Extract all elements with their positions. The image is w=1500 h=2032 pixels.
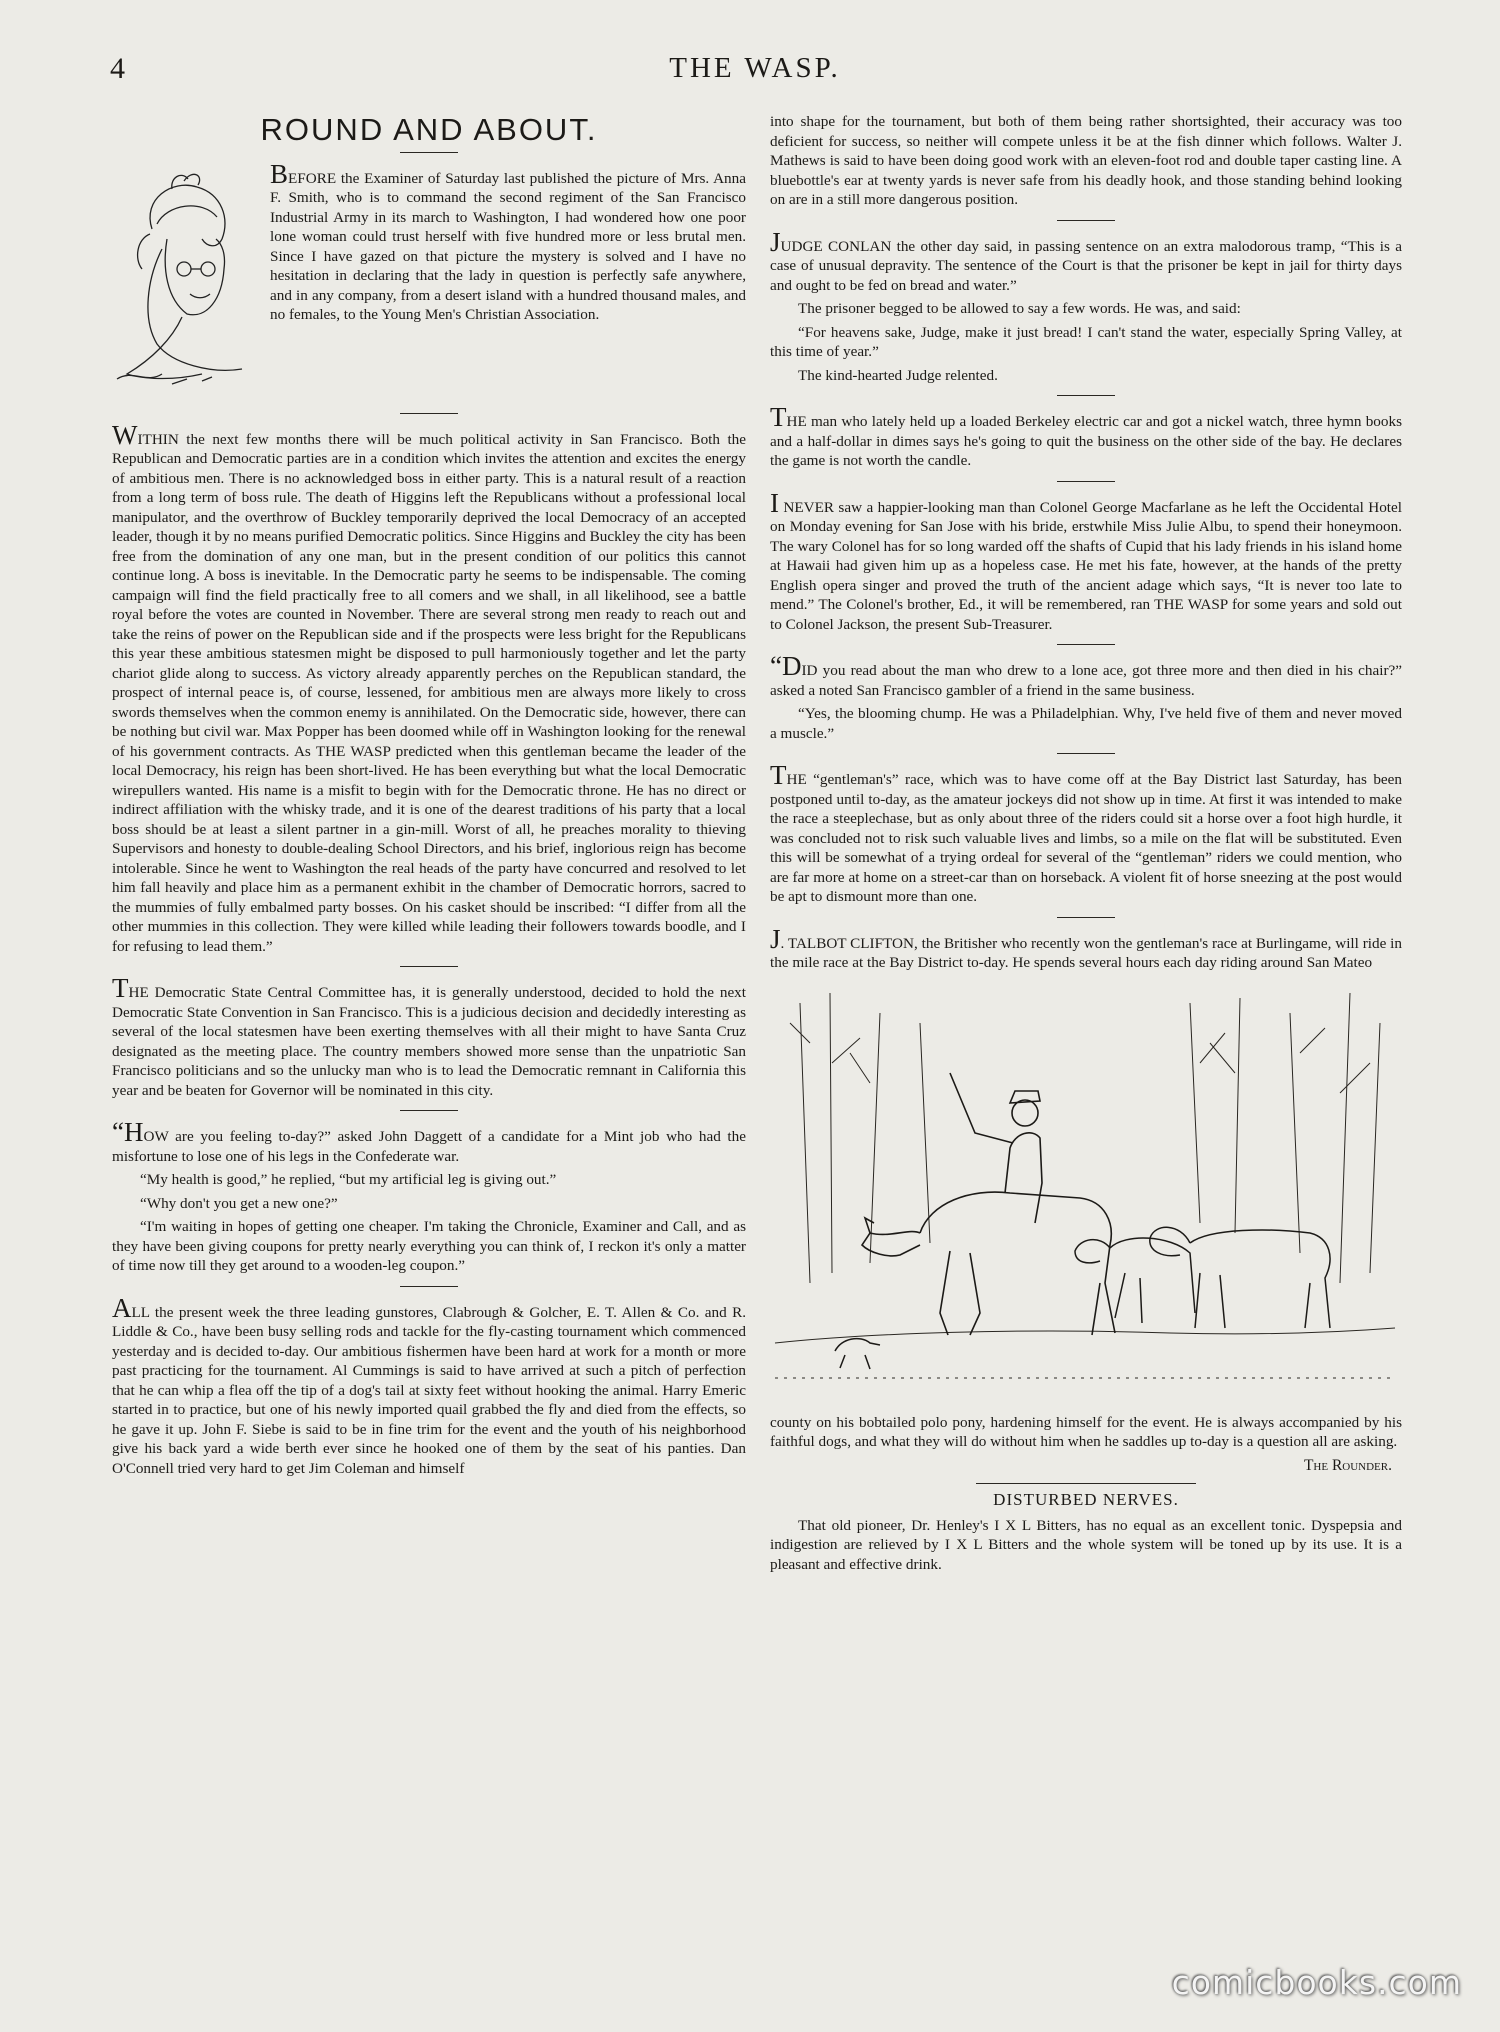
- divider: [400, 1286, 458, 1287]
- paragraph-clifton: J. TALBOT CLIFTON, the Britisher who recently won the gentleman's race at Burlingame, will ride in the mile race at the Bay District to-day. He spends several hours each day riding around San Mateo: [770, 923, 1402, 971]
- watermark: comicbooks.com: [1171, 1963, 1462, 2002]
- paragraph-dialogue: The kind-hearted Judge relented.: [798, 366, 998, 384]
- divider: [1057, 220, 1115, 221]
- paragraph-convention: THE Democratic State Central Committee has, it is generally understood, decided to hold the next Democratic State Convention in San Francisco. This is a judicious decision and decidedly interesting as several of the local statesmen have been exerting themselves with all their might to have Santa Cruz designated as the meeting place. The country members showed more sense than the unpatriotic San Francisco politicians and so the unlucky man who is to lead the Democratic remnant in California this year and be beaten for Governor will be nominated in this city.: [112, 973, 746, 1099]
- paragraph-berkeley: THE man who lately held up a loaded Berkeley electric car and got a nickel watch, three hymn books and a half-dollar in dimes says he's going to quit the business on the other side of the bay. He declares the game is not worth the candle.: [770, 402, 1402, 469]
- paragraph-lone-ace: “DID you read about the man who drew to a lone ace, got three more and then died in his chair?” asked a noted San Francisco gambler of a friend in the same business.: [770, 651, 1402, 699]
- horse-and-dogs-illustration: [770, 983, 1398, 1403]
- paragraph-clifton-cont: county on his bobtailed polo pony, hardening himself for the event. He is always accompanied by his faithful dogs, and what they will do without him when he saddles up to-day is a question all are asking.: [770, 1413, 1402, 1450]
- divider: [1057, 917, 1115, 918]
- paragraph-macfarlane: I NEVER saw a happier-looking man than Colonel George Macfarlane as he left the Occidental Hotel on Monday evening for San Jose with his bride, erstwhile Miss Julie Albu, to spend their honeymoon. The wary Colonel has for so long warded off the shafts of Cupid that his lady friends in his island home at Hawaii had given him up as a hopeless case. He met his fate, however, at the hands of the pretty English opera singer and proved the truth of the ancient adage which says, “It is never too late to mend.” The Colonel's brother, Ed., it will be remembered, ran THE WASP for some years and sold out to Colonel Jackson, the present Sub-Treasurer.: [770, 487, 1402, 633]
- page-number: 4: [110, 52, 125, 85]
- portrait-illustration: [112, 169, 260, 399]
- paragraph-politics: WITHIN the next few months there will be much political activity in San Francisco. Both the Republican and Democratic parties are in a condition which invites the attention and excites the energy of ambitious men. There is no acknowledged boss in either party. This is a natural result of a reaction from a long term of boss rule. The death of Higgins left the Republicans without a professional local manipulator, and the overthrow of Buckley temporarily deprived the local Democracy of an accepted leader, though it by no means purified Democratic politics. Since Higgins and Buckley the city has been free from the domination of any one man, but in the present condition of our politics this cannot continue long. A boss is inevitable. In the Democratic party he seems to be indispensable. The coming campaign will find the field practically free to all comers and we shall, in all likelihood, see a battle royal before the votes are counted in November. There are several strong men ready to reach out and take the reins of power on the Republican side and if the prospects were less bright for the Republicans this year these ambitious statesmen might be disposed to pull harmoniously together and let the party chariot glide along to success. As victory already apparently perches on the Republican standard, the prospect of internal peace is, of course, lessened, for ambitious men are always more likely to cross swords themselves when the common enemy is annihilated. On the Democratic side, however, there can be nothing but civil war. Max Popper has been doomed while off in Washington looking for the renewal of his government contracts. As THE WASP predicted when this gentleman became the leader of the local Democracy, his reign has been short-lived. He has been everything but what the local Democratic wirepullers wanted. His name is a misfit to begin with for the Democratic throne. He has no direct or indirect affiliation with the whisky trade, and it is one of the dearest traditions of his party that a local boss should be at least a silent partner in a gin-mill. Worst of all, he preaches morality to thieving Supervisors and honesty to double-dealing School Directors, and his brief, inglorious reign has become intolerable. Since he went to Washington the real heads of the party have concurred and resolved to let him fall heavily and place him as a permanent exhibit in the chamber of Democratic horrors, sacred to the mummies of fully embalmed party bosses. On his casket should be inscribed: “I differ from all the other mummies in this collection. They were killed while leading their followers towards boodle, and I for refusing to lead them.”: [112, 419, 746, 955]
- divider: [976, 1483, 1196, 1484]
- paragraph-tournament-cont: into shape for the tournament, but both of them being rather shortsighted, their accuracy was too deficient for success, so neither will compete unless it be at the fish dinner which follows. Walter J. Mathews is said to have been doing good work with an eleven-foot rod and double taper casting line. A bluebottle's ear at twenty yards is never safe from his deadly hook, and those standing behind looking on are in a still more dangerous position.: [770, 113, 1402, 208]
- left-column: [112, 112, 746, 1482]
- section-title: ROUND AND ABOUT.: [260, 112, 598, 147]
- ad-title: DISTURBED NERVES.: [993, 1490, 1179, 1509]
- divider: [400, 966, 458, 967]
- paragraph-dialogue: “For heavens sake, Judge, make it just bread! I can't stand the water, especially Spring Valley, at this time of year.”: [770, 323, 1402, 360]
- paragraph-gentlemans-race: THE “gentleman's” race, which was to have come off at the Bay District last Saturday, has been postponed until to-day, as the amateur jockeys did not show up in time. At first it was intended to make the race a steeplechase, but as only about three of the riders could sit a horse over a foot high hurdle, it was concluded not to risk such valuable lives and limbs, so a mile on the flat will be substituted. Even this will be somewhat of a trying ordeal for several of the “gentleman” riders we could mention, who are far more at home on a street-car than on horseback. A violent fit of horse sneezing at the post would be apt to dismount more than one.: [770, 760, 1402, 905]
- paragraph-dialogue: The prisoner begged to be allowed to say a few words. He was, and said:: [798, 300, 1241, 317]
- divider: [400, 152, 458, 153]
- paragraph-examiner: BEFORE the Examiner of Saturday last published the picture of Mrs. Anna F. Smith, who is to command the second regiment of the San Francisco Industrial Army in its march to Washington, I had wondered how one poor lone woman could trust herself with five hundred more or less brutal men. Since I have gazed on that picture the mystery is solved and I have no hesitation in declaring that the lady in question is perfectly safe anywhere, and in any company, from a desert island with a hundred thousand males, and no females, to the Young Men's Christian Association.: [270, 158, 746, 323]
- paragraph-dialogue: “I'm waiting in hopes of getting one cheaper. I'm taking the Chronicle, Examiner and Call, and as they have been giving coupons for pretty nearly everything you can think of, I reckon it's only a matter of time now till they get around to a wooden-leg coupon.”: [112, 1218, 746, 1274]
- paragraph-dialogue: “Yes, the blooming chump. He was a Philadelphian. Why, I've held five of them and never moved a muscle.”: [770, 705, 1402, 742]
- divider: [1057, 395, 1115, 396]
- signature: The Rounder.: [1303, 1456, 1392, 1474]
- paragraph-conlan: JUDGE CONLAN the other day said, in passing sentence on an extra malodorous tramp, “This is a case of unusual depravity. The sentence of the Court is that the prisoner be kept in jail for thirty days and ought to be fed on bread and water.”: [770, 226, 1402, 294]
- divider: [1057, 753, 1115, 754]
- divider: [400, 413, 458, 414]
- ad-text: That old pioneer, Dr. Henley's I X L Bitters, has no equal as an excellent tonic. Dyspepsia and indigestion are relieved by I X L Bitters and the whole system will be toned up by its use. It is a pleasant and effective drink.: [770, 1516, 1402, 1573]
- divider: [1057, 644, 1115, 645]
- paragraph-gunstores: ALL the present week the three leading gunstores, Clabrough & Golcher, E. T. Allen & Co. and R. Liddle & Co., have been busy selling rods and tackle for the fly-casting tournament which commenced yesterday and is decided to-day. Our ambitious fishermen have been hard at work for a month or more past practicing for the tournament. Al Cummings is said to have arrived at such a pitch of perfection that he can whip a flea off the tip of a dog's tail at sixty feet without hooking the animal. Harry Emeric started in to practice, but one of his newly imported quail grabbed the fly and died from the effects, so he gave it up. John F. Siebe is said to be in fine trim for the event and the youth of his neighborhood give his back yard a wide berth ever since he hooked one of them by the seat of his panties. Dan O'Connell tried very hard to get Jim Coleman and himself: [112, 1292, 746, 1477]
- paragraph-dialogue: “Why don't you get a new one?”: [140, 1194, 338, 1212]
- divider: [400, 1110, 458, 1111]
- divider: [1057, 481, 1115, 482]
- masthead: THE WASP.: [669, 52, 841, 84]
- right-column: [770, 112, 1402, 1578]
- page-header: [110, 52, 1400, 92]
- paragraph-dialogue: “My health is good,” he replied, “but my artificial leg is giving out.”: [140, 1171, 557, 1188]
- paragraph-daggett: “HOW are you feeling to-day?” asked John Daggett of a candidate for a Mint job who had the misfortune to lose one of his legs in the Confederate war.: [112, 1117, 746, 1165]
